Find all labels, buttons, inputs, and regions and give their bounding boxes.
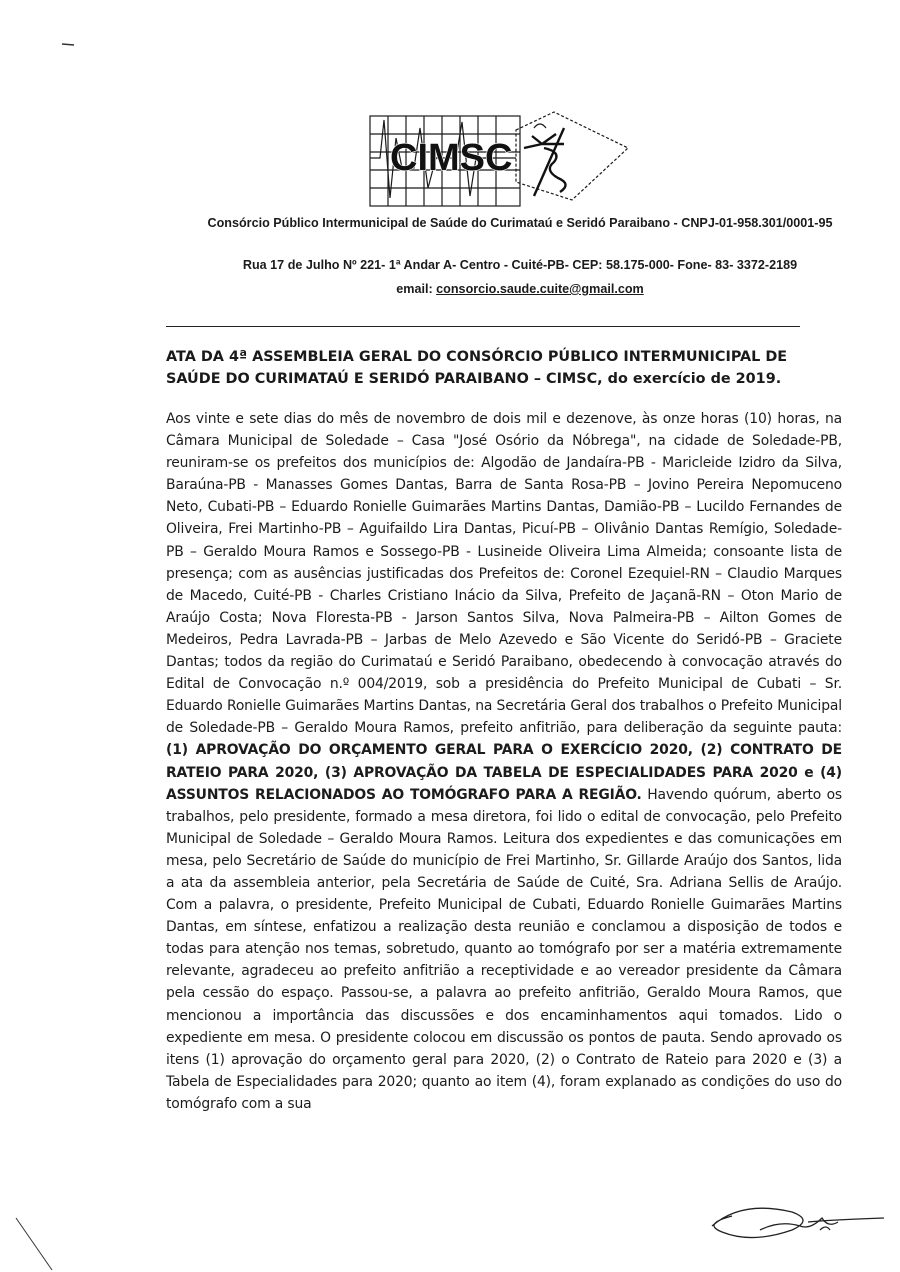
document-title: ATA DA 4ª ASSEMBLEIA GERAL DO CONSÓRCIO PÚBLICO INTERMUNICIPAL DE SAÚDE DO CURIMATAÚ E SERIDÓ PARAIBANO – CIMSC, do exercício de 2019. xyxy=(166,349,788,387)
scan-mark-diagonal xyxy=(14,1216,54,1272)
email-link[interactable]: consorcio.saude.cuite@gmail.com xyxy=(436,282,644,296)
caduceus-icon xyxy=(524,128,566,196)
organization-address: Rua 17 de Julho Nº 221- 1ª Andar A- Centro - Cuité-PB- CEP: 58.175-000- Fone- 83- 3372-2189 xyxy=(242,258,798,272)
signature-icon xyxy=(700,1196,890,1248)
document-body xyxy=(166,408,842,1115)
body-paragraph-rest: Havendo quórum, aberto os trabalhos, pelo presidente, formado a mesa diretora, foi lido o edital de convocação, pelo Prefeito Municipal de Soledade – Geraldo Moura Ramos. Leitura dos expedientes e das comunicações em mesa, pelo Secretário de Saúde do município de Frei Martinho, Sr. Gillarde Araújo dos Santos, lida a ata da assembleia anterior, pela Secretária de Saúde de Cuité, Sra. Adriana Sellis de Araújo. Com a palavra, o presidente, Prefeito Municipal de Cubati, Eduardo Ronielle Guimarães Martins Dantas, em síntese, enfatizou a realização desta reunião e conclamou a disposição de todos e todas para atenção nos temas, sobretudo, quanto ao tomógrafo por ser a matéria extremamente relevante, agradeceu ao prefeito anfitrião a receptividade e ao vereador presidente da Câmara pela cessão do espaço. Passou-se, a palavra ao prefeito anfitrião, Geraldo Moura Ramos, que mencionou a importância das discussões e dos encaminhamentos aqui tomados. Lido o expediente em mesa. O presidente colocou em discussão os pontos de pauta. Sendo aprovado os itens (1) aprovação do orçamento geral para 2020, (2) o Contrato de Rateio para 2020 e (3) a Tabela de Especialidades para 2020; quanto ao item (4), foram explanado as condições do uso do tomógrafo com a sua xyxy=(166,786,843,1112)
organization-email xyxy=(200,280,840,298)
email-label: email: xyxy=(396,282,433,296)
cimsc-logo xyxy=(366,108,636,214)
header-divider xyxy=(166,326,800,327)
logo-text: CIMSC xyxy=(390,137,513,179)
organization-name: Consórcio Público Intermunicipal de Saúde do Curimataú e Seridó Paraibano - CNPJ-01-958.301/0001-95 xyxy=(207,216,833,230)
scan-mark-top xyxy=(60,40,80,48)
agenda-items: (1) APROVAÇÃO DO ORÇAMENTO GERAL PARA O EXERCÍCIO 2020, (2) CONTRATO DE RATEIO PARA 2020, (3) APROVAÇÃO DA TABELA DE ESPECIALIDADES PARA 2020 e (4) ASSUNTOS RELACIONADOS AO TOMÓGRAFO PARA A REGIÃO. xyxy=(166,742,842,803)
body-paragraph-intro: Aos vinte e sete dias do mês de novembro de dois mil e dezenove, às onze horas (10) horas, na Câmara Municipal de Soledade – Casa "José Osório da Nóbrega", na cidade de Soledade-PB, reuniram-se os prefeitos dos municípios de: Algodão de Jandaíra-PB - Maricleide Izidro da Silva, Baraúna-PB - Manasses Gomes Dantas, Barra de Santa Rosa-PB – Jovino Pereira Nepomuceno Neto, Cubati-PB – Eduardo Ronielle Guimarães Martins Dantas, Damião-PB – Lucildo Fernandes de Oliveira, Frei Martinho-PB – Aguifaildo Lira Dantas, Picuí-PB – Olivânio Dantas Remígio, Soledade-PB – Geraldo Moura Ramos e Sossego-PB - Lusineide Oliveira Lima Almeida; consoante lista de presença; com as ausências justificadas dos Prefeitos de: Coronel Ezequiel-RN – Claudio Marques de Macedo, Cuité-PB - Charles Cristiano Inácio da Silva, Prefeito de Jaçanã-RN – Oton Mario de Araújo Costa; Nova Floresta-PB - Jarson Santos Silva, Nova Palmeira-PB – Ailton Gomes de Medeiros, Pedra Lavrada-PB – Jarbas de Melo Azevedo e São Vicente do Seridó-PB – Graciete Dantas; todos da região do Curimataú e Seridó Paraibano, obedecendo à convocação através do Edital de Convocação n.º 004/2019, sob a presidência do Prefeito Municipal de Cubati – Sr. Eduardo Ronielle Guimarães Martins Dantas, na Secretária Geral dos trabalhos o Prefeito Municipal de Soledade-PB – Geraldo Moura Ramos, prefeito anfitrião, para deliberação da seguinte pauta: xyxy=(166,411,842,737)
